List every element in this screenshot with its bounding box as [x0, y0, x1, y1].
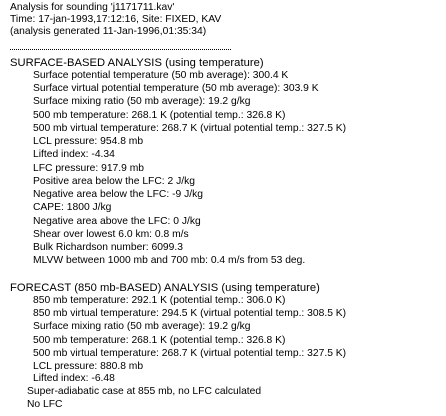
forecast-line: LCL pressure: 880.8 mb: [33, 361, 144, 372]
surface-line: Lifted index: -4.34: [33, 149, 115, 160]
surface-line: Negative area below the LFC: -9 J/kg: [33, 189, 203, 200]
surface-line: Surface potential temperature (50 mb average): 300.4 K: [33, 70, 289, 81]
forecast-line: 850 mb temperature: 292.1 K (potential temp.: 306.0 K): [33, 295, 286, 306]
header-divider: [10, 49, 231, 50]
report-time-site: Time: 17-jan-1993,17:12:16, Site: FIXED, KAV: [10, 14, 222, 25]
forecast-line: 500 mb virtual temperature: 268.7 K (virtual potential temp.: 327.5 K): [33, 348, 347, 359]
surface-line: Surface virtual potential temperature (50 mb average): 303.9 K: [33, 83, 319, 94]
surface-line: CAPE: 1800 J/kg: [33, 202, 112, 213]
surface-line: Bulk Richardson number: 6099.3: [33, 242, 183, 253]
surface-line: LFC pressure: 917.9 mb: [33, 163, 145, 174]
forecast-line: 850 mb virtual temperature: 294.5 K (virtual potential temp.: 308.5 K): [33, 308, 347, 319]
report-title: Analysis for sounding 'j1171711.kav': [10, 2, 175, 13]
surface-line: 500 mb virtual temperature: 268.7 K (virtual potential temp.: 327.5 K): [33, 123, 347, 134]
surface-section-heading: SURFACE-BASED ANALYSIS (using temperature): [10, 57, 264, 69]
surface-line: Positive area below the LFC: 2 J/kg: [33, 176, 195, 187]
forecast-section-heading: FORECAST (850 mb-BASED) ANALYSIS (using temperature): [10, 282, 320, 294]
surface-line: Shear over lowest 6.0 km: 0.8 m/s: [33, 229, 189, 240]
surface-line: LCL pressure: 954.8 mb: [33, 136, 144, 147]
forecast-note-no-lfc: No LFC: [27, 399, 63, 410]
surface-line: MLVW between 1000 mb and 700 mb: 0.4 m/s from 53 deg.: [33, 255, 306, 266]
forecast-line: Lifted index: -6.48: [33, 373, 115, 384]
report-generated-date: (analysis generated 11-Jan-1996,01:35:34): [10, 26, 207, 37]
surface-line: 500 mb temperature: 268.1 K (potential temp.: 326.8 K): [33, 110, 286, 121]
surface-line: Negative area above the LFC: 0 J/kg: [33, 216, 201, 227]
forecast-line: 500 mb temperature: 268.1 K (potential temp.: 326.8 K): [33, 335, 286, 346]
forecast-note-super-adiabatic: Super-adiabatic case at 855 mb, no LFC calculated: [27, 386, 262, 397]
surface-line: Surface mixing ratio (50 mb average): 19.2 g/kg: [33, 96, 251, 107]
forecast-line: Surface mixing ratio (50 mb average): 19.2 g/kg: [33, 321, 251, 332]
